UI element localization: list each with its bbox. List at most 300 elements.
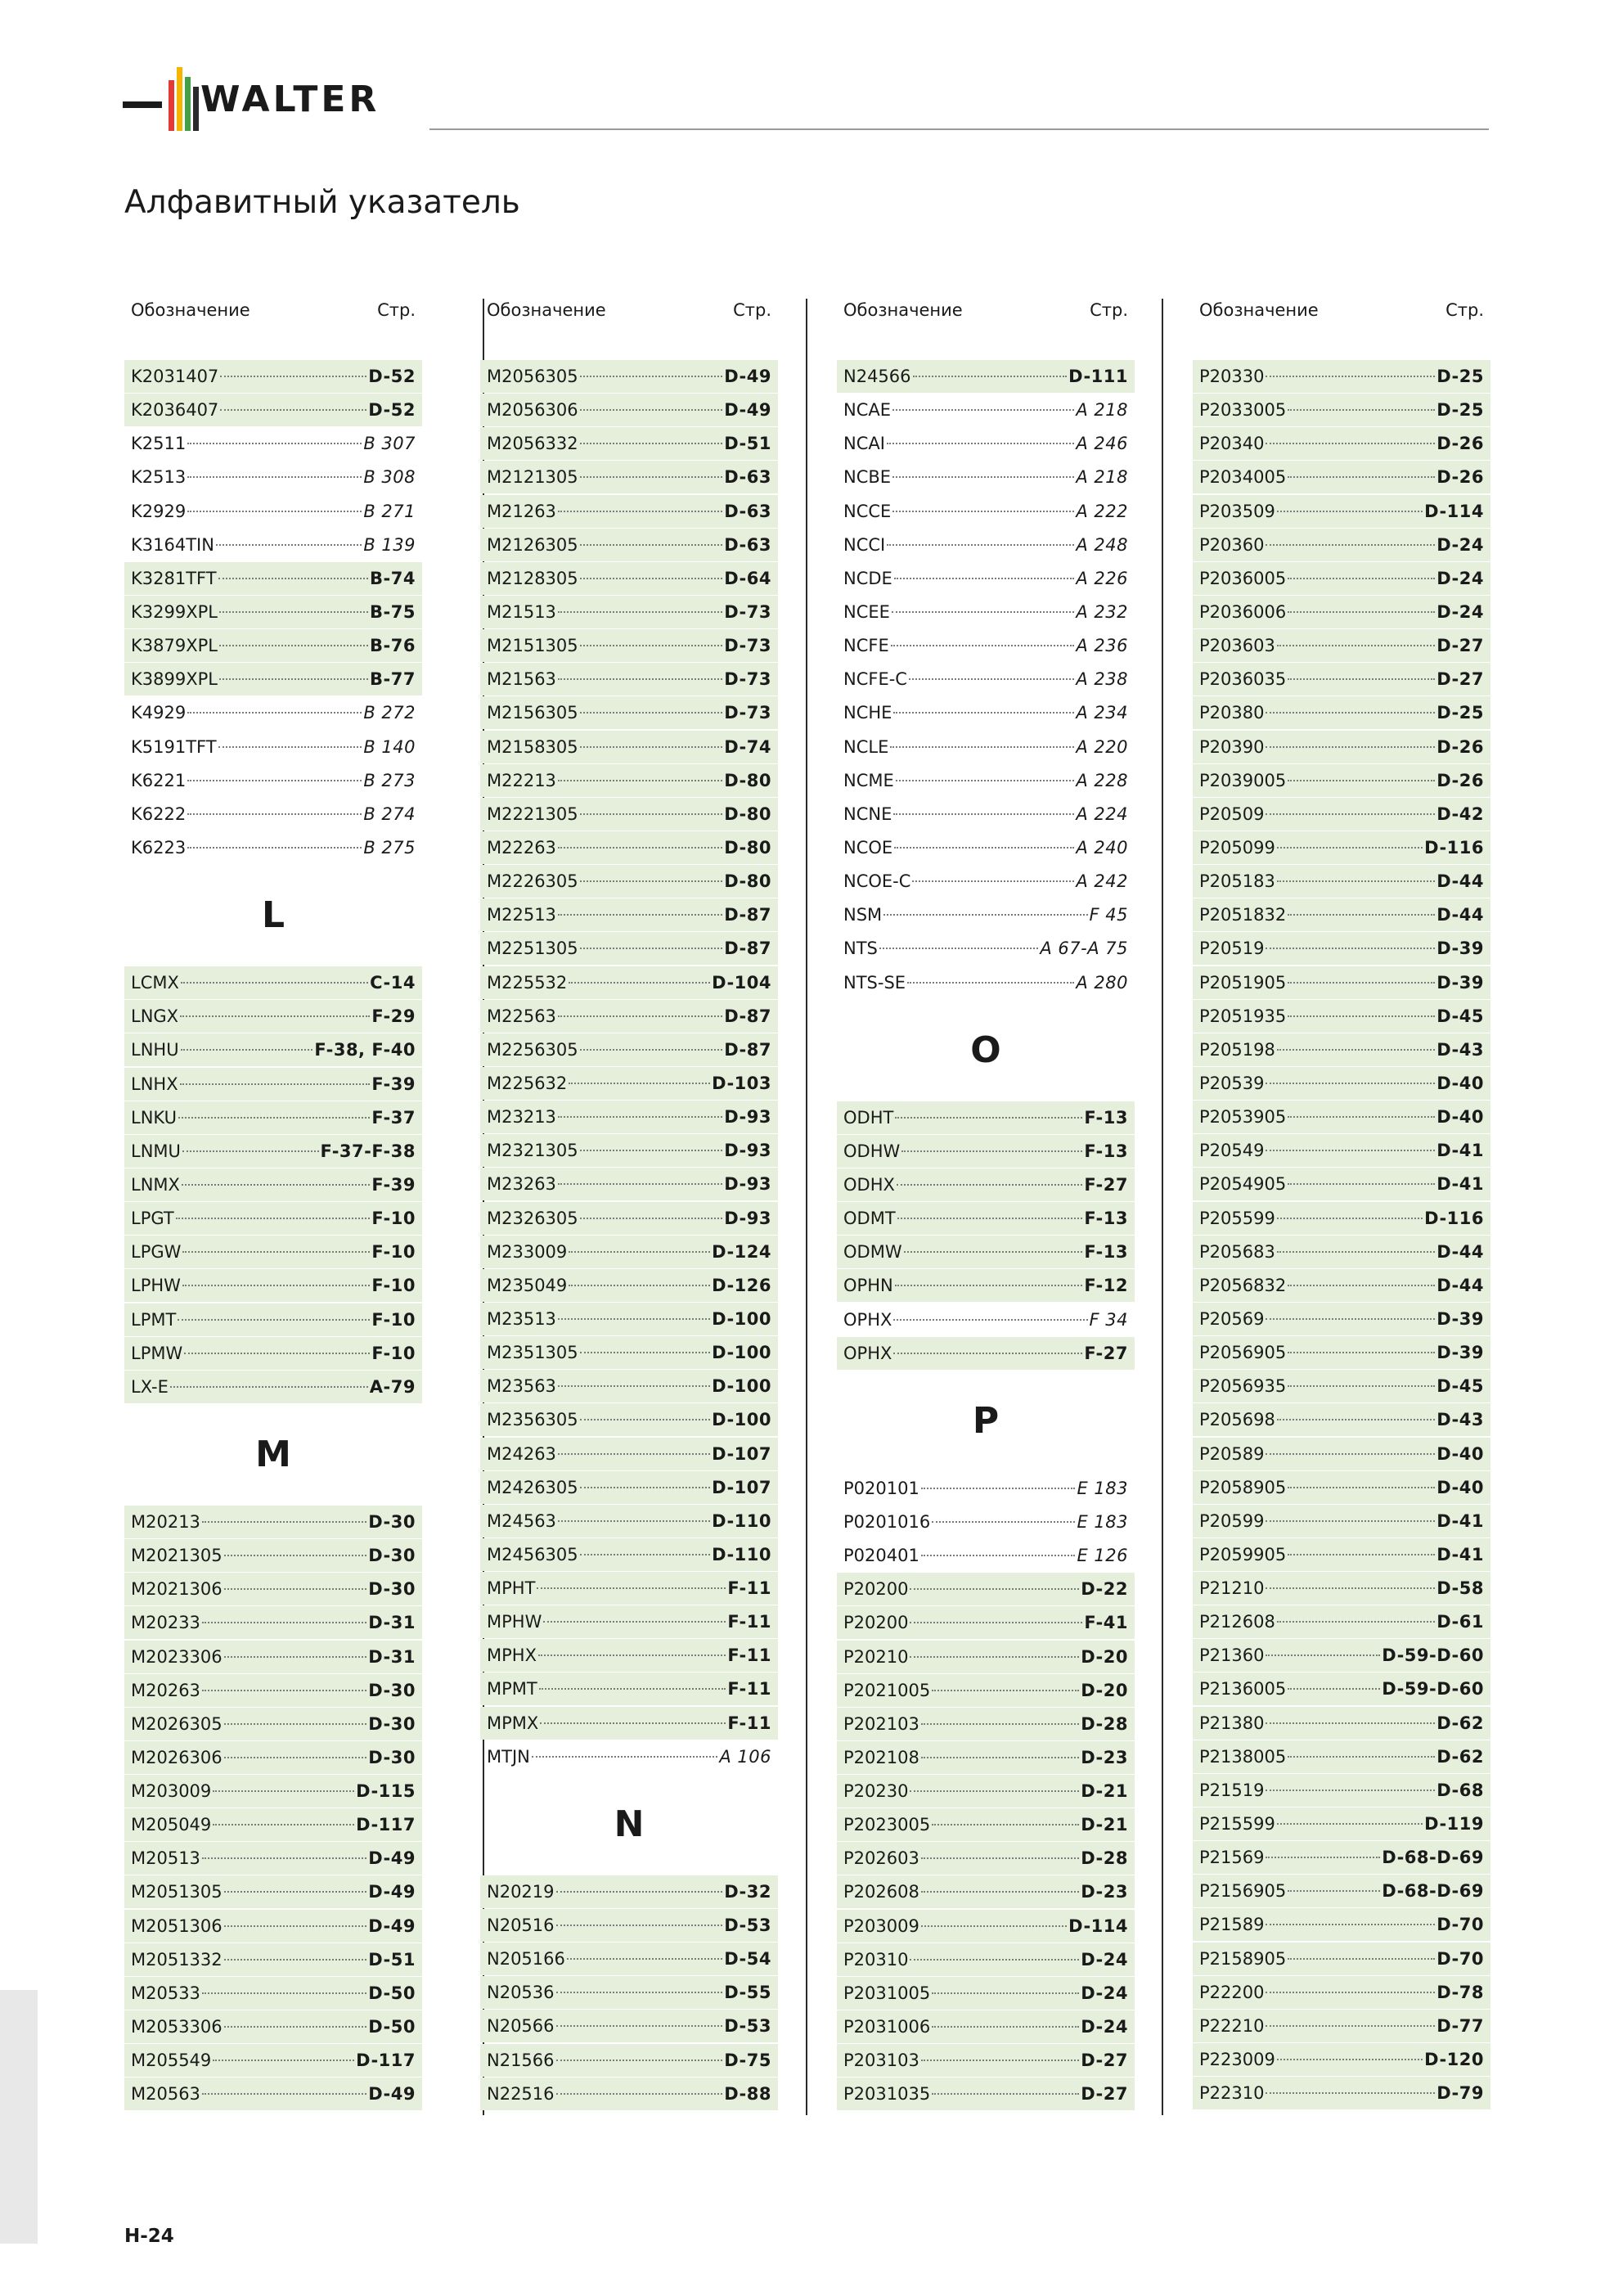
dot-leader (187, 476, 362, 478)
entry-code: P203509 (1199, 501, 1275, 521)
index-entry (1193, 394, 1490, 426)
dot-leader (539, 1688, 726, 1690)
dot-leader (187, 712, 362, 714)
index-entry (837, 932, 1135, 965)
section-letter: N (614, 1803, 645, 1845)
index-entry (837, 831, 1135, 864)
entry-page: A 236 (1076, 636, 1128, 656)
index-entry (124, 696, 422, 729)
index-entry (1193, 1000, 1490, 1033)
entry-code: M24263 (487, 1443, 556, 1464)
dot-leader (580, 544, 723, 546)
entry-code: M2156305 (487, 703, 578, 723)
index-entry (124, 1303, 422, 1336)
index-entry (124, 1371, 422, 1403)
entry-code: LNMU (131, 1141, 181, 1161)
dot-leader (887, 443, 1074, 444)
dot-leader (540, 1722, 726, 1724)
logo-bar-yellow (177, 67, 182, 131)
entry-page: E 183 (1077, 1478, 1128, 1498)
index-entry (124, 1236, 422, 1268)
entry-code: M20513 (131, 1848, 200, 1869)
entry-page: D-78 (1436, 1982, 1484, 2002)
entry-code: K3281TFT (131, 568, 217, 588)
dot-leader (1288, 1352, 1435, 1353)
index-entry (1193, 629, 1490, 662)
entry-page: F-27 (1084, 1343, 1128, 1363)
entry-code: LPMW (131, 1343, 183, 1363)
entry-page: D-24 (1081, 1983, 1128, 2003)
dot-leader (580, 1150, 723, 1151)
entry-code: M22263 (487, 837, 556, 858)
index-entry (837, 495, 1135, 528)
entry-page: D-23 (1081, 1882, 1128, 1902)
entry-code: P21210 (1199, 1578, 1265, 1599)
entry-page: D-53 (724, 2016, 771, 2037)
index-entry (837, 360, 1135, 393)
entry-code: P203603 (1199, 636, 1275, 656)
entry-code: P21360 (1199, 1645, 1265, 1666)
walter-logo (123, 57, 409, 131)
index-entry (124, 596, 422, 628)
dot-leader (1288, 1183, 1435, 1185)
dot-leader (910, 1622, 1082, 1623)
entry-page: D-30 (368, 1511, 416, 1532)
entry-page: F-41 (1084, 1613, 1128, 1633)
page-title: Алфавитный указатель (124, 184, 520, 221)
entry-page: B 140 (363, 736, 416, 757)
dot-leader (558, 914, 722, 916)
entry-page: D-23 (1081, 1747, 1128, 1767)
entry-code: M22513 (487, 905, 556, 925)
index-entry (124, 1337, 422, 1370)
dot-leader (1266, 2092, 1435, 2094)
entry-page: D-24 (1081, 1949, 1128, 1970)
dot-leader (1288, 1756, 1435, 1758)
entry-page: F-10 (371, 1276, 416, 1296)
index-entry (124, 1135, 422, 1168)
entry-page: D-80 (724, 770, 771, 790)
entry-code: LPGW (131, 1242, 182, 1263)
entry-page: D-50 (368, 2017, 416, 2037)
entry-page: A 67-A 75 (1040, 939, 1128, 959)
index-entry (1193, 2077, 1490, 2109)
entry-page: D-39 (1436, 1343, 1484, 1363)
dot-leader (558, 780, 722, 781)
index-entry (837, 731, 1135, 763)
dot-leader (580, 948, 723, 949)
entry-page: D-100 (712, 1410, 771, 1430)
dot-leader (580, 1487, 710, 1488)
entry-code: M21263 (487, 501, 556, 521)
entry-code: P2034005 (1199, 467, 1287, 488)
entry-code: P202608 (843, 1882, 919, 1902)
section-letter: M (255, 1433, 291, 1475)
entry-page: D-39 (1436, 972, 1484, 993)
dot-leader (932, 2026, 1079, 2028)
entry-page: D-87 (724, 1039, 771, 1060)
entry-page: D-39 (1436, 939, 1484, 959)
index-entry (124, 1943, 422, 1976)
header-designation: Обозначение (843, 300, 963, 320)
entry-page: D-116 (1424, 1208, 1484, 1228)
index-entry (837, 1202, 1135, 1235)
entry-page: F-27 (1084, 1174, 1128, 1195)
entry-code: M2151305 (487, 636, 578, 656)
dot-leader (532, 1756, 718, 1758)
entry-page: D-75 (724, 2050, 771, 2070)
entry-page: D-73 (724, 636, 771, 656)
entry-code: K2511 (131, 434, 187, 454)
index-entry (480, 1067, 778, 1100)
entry-code: ODHT (843, 1107, 894, 1128)
dot-leader (910, 1656, 1079, 1658)
dot-leader (569, 1251, 710, 1253)
entry-code: M2321305 (487, 1141, 578, 1161)
dot-leader (1288, 1285, 1435, 1286)
index-entry (124, 1910, 422, 1943)
index-entry (837, 865, 1135, 898)
section-letter: P (972, 1399, 1000, 1442)
entry-page: D-43 (1436, 1039, 1484, 1060)
index-entry (1193, 1639, 1490, 1672)
dot-leader (558, 611, 722, 613)
entry-page: D-117 (356, 2051, 416, 2071)
index-entry (1193, 1976, 1490, 2009)
dot-leader (913, 376, 1068, 377)
dot-leader (556, 2093, 723, 2095)
entry-code: M2056332 (487, 434, 578, 454)
entry-page: F-13 (1084, 1107, 1128, 1128)
index-entry (837, 663, 1135, 696)
dot-leader (1277, 847, 1423, 849)
dot-leader (1277, 1218, 1423, 1219)
index-entry (480, 1438, 778, 1470)
entry-page: D-41 (1436, 1544, 1484, 1564)
entry-page: D-25 (1436, 400, 1484, 421)
index-entry (837, 798, 1135, 831)
dot-leader (895, 1117, 1082, 1119)
entry-code: NTS (843, 939, 878, 959)
side-tab (0, 1990, 38, 2244)
entry-page: D-53 (724, 1916, 771, 1936)
entry-code: P2158905 (1199, 1948, 1287, 1969)
entry-page: A 224 (1076, 804, 1128, 824)
index-entry (837, 427, 1135, 460)
entry-code: MTJN (487, 1746, 530, 1767)
index-entry (124, 1808, 422, 1841)
dot-leader (184, 1353, 370, 1354)
entry-code: P20599 (1199, 1510, 1265, 1531)
index-entry (837, 1236, 1135, 1268)
dot-leader (907, 982, 1074, 984)
entry-code: N20219 (487, 1881, 555, 1902)
index-entry (837, 394, 1135, 426)
entry-page: D-58 (1436, 1578, 1484, 1599)
index-entry (837, 629, 1135, 662)
entry-page: D-40 (1436, 1443, 1484, 1464)
index-entry (837, 461, 1135, 493)
entry-page: D-45 (1436, 1006, 1484, 1026)
dot-leader (1277, 1251, 1435, 1253)
entry-code: P2054905 (1199, 1174, 1287, 1195)
entry-page: D-40 (1436, 1073, 1484, 1093)
index-entry (124, 1168, 422, 1201)
index-entry (1193, 663, 1490, 696)
dot-leader (892, 611, 1074, 613)
entry-page: D-52 (368, 400, 416, 421)
entry-code: P20230 (843, 1781, 909, 1802)
dot-leader (1288, 1487, 1435, 1488)
index-entry (480, 1505, 778, 1537)
index-entry (837, 1775, 1135, 1808)
entry-code: M20533 (131, 1983, 200, 2003)
entry-code: M2026305 (131, 1713, 223, 1734)
entry-page: F-38, F-40 (314, 1040, 416, 1060)
entry-code: M203009 (131, 1781, 212, 1802)
entry-page: D-41 (1436, 1510, 1484, 1531)
index-entry (837, 1842, 1135, 1875)
index-entry (480, 562, 778, 595)
entry-code: M205049 (131, 1815, 212, 1835)
entry-page: B-77 (370, 669, 416, 690)
entry-code: P205599 (1199, 1208, 1275, 1228)
dot-leader (218, 746, 362, 748)
index-entry (480, 1033, 778, 1066)
entry-code: M24563 (487, 1510, 556, 1531)
dot-leader (182, 1251, 370, 1253)
entry-code: P212608 (1199, 1612, 1275, 1632)
dot-leader (921, 1891, 1079, 1893)
dot-leader (182, 1184, 370, 1186)
dot-leader (1277, 511, 1423, 512)
dot-leader (219, 678, 368, 680)
index-entry (1193, 360, 1490, 393)
entry-page: D-49 (724, 367, 771, 386)
dot-leader (580, 746, 723, 748)
dot-leader (580, 1218, 723, 1219)
entry-code: M2351305 (487, 1343, 578, 1363)
dot-leader (219, 645, 368, 646)
index-entry (1193, 1168, 1490, 1200)
entry-page: D-45 (1436, 1376, 1484, 1397)
entry-code: M2158305 (487, 736, 578, 757)
entry-page: D-114 (1424, 501, 1484, 521)
index-entry (124, 1202, 422, 1235)
index-entry (124, 2078, 422, 2110)
column-separator (1162, 299, 1163, 2115)
entry-page: F-10 (371, 1209, 416, 1229)
entry-code: N21566 (487, 2050, 555, 2070)
dot-leader (580, 1049, 723, 1051)
entry-code: P2156905 (1199, 1881, 1287, 1902)
index-entry (124, 1101, 422, 1134)
entry-page: B 271 (363, 501, 416, 521)
dot-leader (558, 1385, 710, 1387)
entry-page: D-120 (1424, 2050, 1484, 2070)
entry-code: P203009 (843, 1916, 919, 1936)
index-entry (1193, 2010, 1490, 2042)
dot-leader (894, 847, 1074, 849)
entry-page: D-63 (724, 534, 771, 555)
index-entry (1193, 1605, 1490, 1638)
entry-page: A 280 (1076, 972, 1128, 993)
logo-wordmark: WALTER (200, 79, 380, 120)
index-entry (124, 1000, 422, 1033)
index-entry (837, 1741, 1135, 1774)
entry-code: M20263 (131, 1680, 200, 1700)
header-page: Стр. (733, 300, 771, 320)
entry-code: M20213 (131, 1511, 200, 1532)
dot-leader (580, 645, 723, 646)
entry-page: D-54 (724, 1949, 771, 1970)
logo-bar-red (169, 80, 174, 131)
entry-page: D-28 (1081, 1848, 1128, 1869)
dot-leader (224, 1757, 367, 1758)
dot-leader (580, 476, 723, 478)
entry-code: P205198 (1199, 1039, 1275, 1060)
dot-leader (893, 813, 1074, 815)
entry-code: M22213 (487, 770, 556, 790)
entry-page: A 222 (1076, 501, 1128, 521)
entry-page: D-80 (724, 871, 771, 892)
index-entry (1193, 427, 1490, 460)
dot-leader (1266, 1857, 1380, 1858)
index-entry (480, 1976, 778, 2009)
entry-code: LNGX (131, 1006, 179, 1027)
entry-code: P2138005 (1199, 1746, 1287, 1767)
dot-leader (1288, 1385, 1435, 1387)
entry-code: LCMX (131, 973, 179, 993)
index-entry (480, 2078, 778, 2110)
dot-leader (879, 948, 1039, 949)
index-entry (124, 1641, 422, 1673)
index-entry (1193, 1672, 1490, 1705)
dot-leader (921, 1488, 1076, 1489)
dot-leader (213, 1824, 354, 1826)
entry-code: K4929 (131, 703, 187, 723)
entry-page: F-29 (371, 1006, 416, 1027)
index-entry (480, 461, 778, 493)
entry-code: M23263 (487, 1174, 556, 1195)
dot-leader (921, 1857, 1079, 1859)
index-entry (480, 865, 778, 898)
index-entry (124, 2010, 422, 2043)
index-entry (837, 764, 1135, 797)
index-entry (1193, 1303, 1490, 1335)
index-column-4 (1193, 290, 1490, 2110)
entry-code: MPHW (487, 1612, 542, 1632)
entry-page: D-63 (724, 467, 771, 488)
dot-leader (220, 409, 366, 411)
index-entry (480, 1269, 778, 1302)
entry-page: D-110 (712, 1510, 771, 1531)
entry-code: LX-E (131, 1376, 169, 1397)
entry-page: D-107 (712, 1443, 771, 1464)
index-entry (124, 1606, 422, 1639)
dot-leader (216, 544, 362, 546)
entry-page: D-30 (368, 1747, 416, 1767)
dot-leader (912, 880, 1074, 882)
dot-leader (202, 1857, 366, 1859)
entry-code: P22310 (1199, 2083, 1265, 2104)
entry-code: P205698 (1199, 1410, 1275, 1430)
entry-code: K2031407 (131, 367, 219, 386)
dot-leader (224, 1723, 367, 1725)
dot-leader (1277, 645, 1435, 646)
entry-page: B 275 (363, 837, 416, 858)
index-entry (124, 1842, 422, 1875)
dot-leader (181, 1049, 313, 1051)
index-entry (480, 1370, 778, 1402)
entry-code: P2136005 (1199, 1679, 1287, 1699)
dot-leader (1277, 1049, 1435, 1051)
entry-page: D-55 (724, 1983, 771, 2003)
index-entry (837, 562, 1135, 595)
entry-page: D-49 (368, 2084, 416, 2105)
entry-page: D-110 (712, 1544, 771, 1564)
entry-code: NCFE-C (843, 669, 907, 690)
entry-code: P2056935 (1199, 1376, 1287, 1397)
entry-page: D-40 (1436, 1477, 1484, 1497)
index-entry (480, 1236, 778, 1268)
entry-page: F-37 (371, 1107, 416, 1128)
index-entry (1193, 1943, 1490, 1975)
index-entry (837, 1977, 1135, 2010)
dot-leader (894, 578, 1075, 579)
entry-code: P2036006 (1199, 601, 1287, 622)
entry-code: P223009 (1199, 2050, 1275, 2070)
index-entry (1193, 2043, 1490, 2076)
index-entry (837, 1101, 1135, 1134)
entry-code: ODHX (843, 1174, 895, 1195)
page-number: H-24 (124, 2226, 174, 2247)
index-entry (480, 798, 778, 831)
entry-page: D-27 (1436, 636, 1484, 656)
index-entry (1193, 1438, 1490, 1470)
dot-leader (187, 511, 362, 512)
dot-leader (1288, 1958, 1435, 1960)
entry-code: MPMX (487, 1713, 539, 1733)
index-entry (1193, 1538, 1490, 1571)
entry-code: P215599 (1199, 1814, 1275, 1835)
dot-leader (921, 1723, 1079, 1725)
dot-leader (893, 1353, 1082, 1354)
dot-leader (567, 1958, 722, 1960)
index-entry (124, 562, 422, 595)
entry-page: D-40 (1436, 1107, 1484, 1128)
entry-page: B 307 (363, 434, 416, 454)
entry-page: A 218 (1076, 467, 1128, 488)
entry-code: P20539 (1199, 1073, 1265, 1093)
entry-code: M23563 (487, 1376, 556, 1397)
entry-page: D-93 (724, 1107, 771, 1128)
entry-code: M21563 (487, 669, 556, 690)
index-entry (480, 1538, 778, 1571)
dot-leader (543, 1621, 726, 1623)
index-entry (124, 427, 422, 460)
dot-leader (558, 1183, 722, 1185)
index-entry (124, 1977, 422, 2010)
index-entry (124, 1033, 422, 1066)
entry-page: D-104 (712, 972, 771, 993)
index-column-3 (837, 290, 1135, 2111)
index-entry (1193, 1202, 1490, 1235)
entry-code: M21513 (487, 601, 556, 622)
entry-page: D-41 (1436, 1141, 1484, 1161)
dot-leader (1266, 1318, 1435, 1320)
dot-leader (1266, 1150, 1435, 1151)
